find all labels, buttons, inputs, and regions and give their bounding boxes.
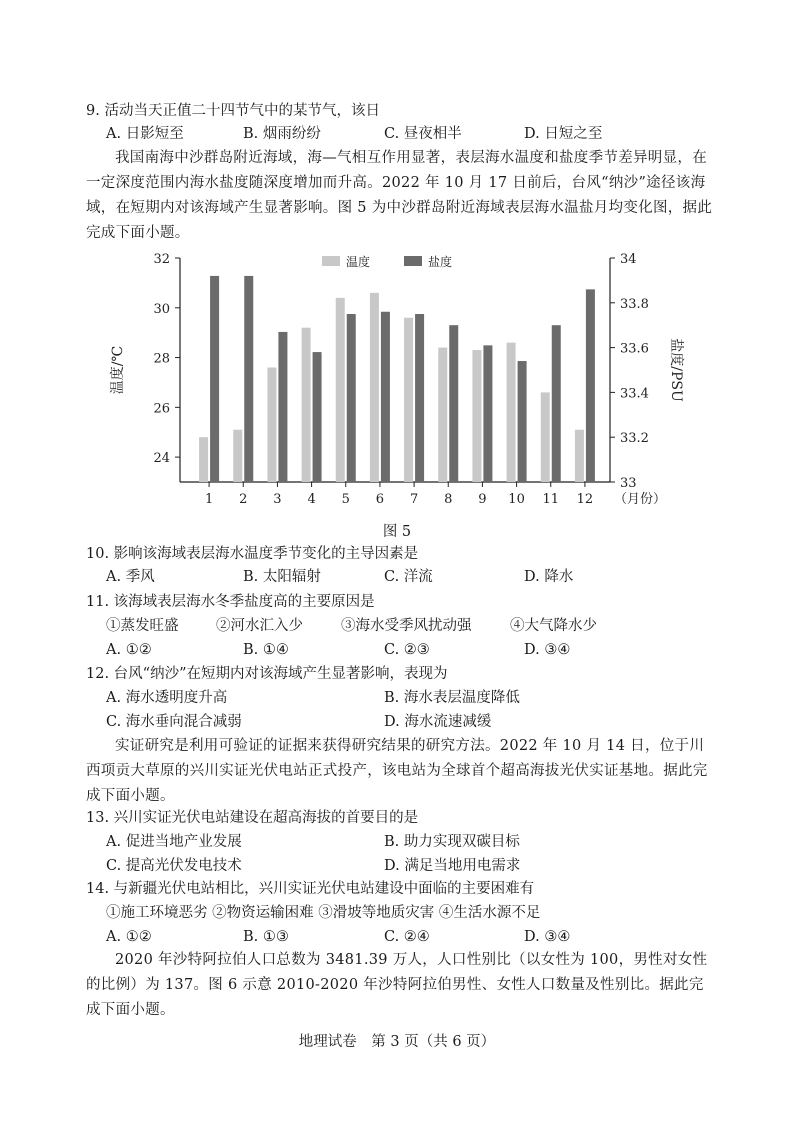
x-tick-label: 5: [341, 492, 350, 507]
x-tick-label: 7: [409, 492, 419, 507]
salinity-bar: [244, 276, 253, 482]
page-footer: 地理试卷 第 3 页（共 6 页）: [298, 1034, 496, 1050]
q9-option-d: D. 日短之至: [524, 126, 603, 142]
q13-option-a: A. 促进当地产业发展: [106, 834, 242, 850]
left-tick-label: 30: [153, 301, 170, 317]
q13-stem: 13. 兴川实证光伏电站建设在超高海拔的首要目的是: [86, 810, 419, 826]
salinity-bar: [347, 314, 356, 482]
legend-temperature-label: 温度: [346, 255, 371, 269]
x-tick-label: 10: [508, 492, 525, 507]
q11-option-c: C. ②③: [384, 642, 430, 658]
salinity-bar: [518, 361, 527, 482]
q14-option-b: B. ①③: [243, 929, 289, 945]
x-tick-label: 8: [444, 492, 453, 507]
passage-3: 2020 年沙特阿拉伯人口总数为 3481.39 万人，人口性别比（以女性为 100，男性对女性的比例）为 137。图 6 示意 2010-2020 年沙特阿拉伯男性、女性人口数量及性别比。据此完成下面小题。: [86, 952, 708, 1018]
temperature-bar: [472, 350, 481, 482]
q10-option-b: B. 太阳辐射: [243, 569, 321, 585]
temperature-bar: [370, 293, 379, 482]
salinity-bar: [449, 325, 458, 482]
q10-option-c: C. 洋流: [384, 569, 433, 585]
left-tick-label: 28: [153, 351, 170, 367]
salinity-bar: [552, 325, 561, 482]
salinity-bar: [483, 345, 492, 482]
left-y-axis-label: 温度/℃: [110, 345, 126, 395]
q14-stem: 14. 与新疆光伏电站相比，兴川实证光伏电站建设中面临的主要困难有: [86, 881, 535, 897]
right-tick-label: 33.2: [620, 431, 649, 447]
figure-5-chart: [100, 246, 700, 518]
salinity-bar: [415, 314, 424, 482]
q14-option-a: A. ①②: [106, 929, 152, 945]
q10-option-d: D. 降水: [524, 569, 574, 585]
q9-option-a: A. 日影短至: [106, 126, 184, 142]
x-tick-label: 4: [307, 492, 316, 507]
right-tick-label: 34: [620, 252, 637, 267]
passage-2: 实证研究是利用可验证的证据来获得研究结果的研究方法。2022 年 10 月 14 日，位于川西项贡大草原的兴川实证光伏电站正式投产，该电站为全球首个超高海拔光伏实证基地。据此完成下面小题。: [86, 738, 708, 804]
x-tick-label: 2: [239, 492, 248, 507]
x-tick-label: 11: [542, 492, 560, 507]
q10-option-a: A. 季风: [106, 569, 155, 585]
q9-stem: 9. 活动当天正值二十四节气中的某节气，该日: [86, 103, 380, 119]
q11-item-3: ③海水受季风扰动强: [341, 618, 472, 634]
salinity-bar: [210, 276, 219, 482]
q11-item-1: ①蒸发旺盛: [106, 618, 179, 634]
right-y-axis-label: 盐度/PSU: [668, 338, 684, 402]
q14-option-d: D. ③④: [524, 929, 571, 945]
x-tick-label: 12: [576, 492, 594, 507]
left-tick-label: 24: [153, 451, 170, 467]
x-tick-label: 9: [478, 492, 487, 507]
right-tick-label: 33: [620, 476, 637, 491]
q13-option-c: C. 提高光伏发电技术: [106, 858, 242, 874]
q12-option-a: A. 海水透明度升高: [106, 690, 228, 706]
q12-option-b: B. 海水表层温度降低: [384, 690, 520, 706]
x-tick-label: 1: [204, 492, 214, 507]
figure-5-caption: 图 5: [382, 524, 412, 540]
temperature-bar: [507, 343, 516, 482]
q9-option-c: C. 昼夜相半: [384, 126, 462, 142]
temperature-bar: [199, 437, 208, 482]
salinity-bar: [278, 332, 287, 482]
legend-salinity-swatch: [404, 256, 422, 266]
q11-item-2: ②河水汇入少: [216, 618, 303, 634]
q12-option-d: D. 海水流速减缓: [384, 714, 492, 730]
q11-option-d: D. ③④: [524, 642, 571, 658]
right-tick-label: 33.6: [620, 341, 649, 357]
passage-1: 我国南海中沙群岛附近海域，海—气相互作用显著，表层海水温度和盐度季节差异明显，在一定深度范围内海水盐度随深度增加而升高。2022 年 10 月 17 日前后，台风“纳沙”途径该海域，在短期内对该海域产生显著影响。图 5 为中沙群岛附近海域表层海水温盐月均变化图，据此完成下面小题。: [86, 150, 713, 241]
x-tick-label: 6: [375, 492, 385, 507]
salinity-bar: [381, 312, 390, 482]
temperature-bar: [302, 328, 311, 482]
q13-option-d: D. 满足当地用电需求: [384, 858, 521, 874]
q14-option-c: C. ②④: [384, 929, 430, 945]
q12-option-c: C. 海水垂向混合减弱: [106, 714, 242, 730]
left-tick-label: 32: [153, 252, 170, 267]
q14-items: ①施工环境恶劣 ②物资运输困难 ③滑坡等地质灾害 ④生活水源不足: [106, 905, 541, 921]
temperature-bar: [233, 430, 242, 482]
temperature-bar: [438, 348, 447, 482]
left-tick-label: 26: [153, 401, 170, 417]
right-tick-label: 33.4: [620, 386, 649, 402]
q9-option-b: B. 烟雨纷纷: [243, 126, 321, 142]
salinity-bar: [586, 289, 595, 482]
q11-stem: 11. 该海域表层海水冬季盐度高的主要原因是: [86, 594, 375, 610]
q12-stem: 12. 台风“纳沙”在短期内对该海域产生显著影响，表现为: [86, 666, 448, 682]
salinity-bar: [313, 352, 322, 482]
q11-option-b: B. ①④: [243, 642, 289, 658]
temperature-bar: [404, 318, 413, 482]
q13-option-b: B. 助力实现双碳目标: [384, 834, 520, 850]
x-axis-unit: （月份）: [614, 492, 667, 507]
x-tick-label: 3: [273, 492, 282, 507]
legend-temperature-swatch: [322, 256, 340, 266]
legend-salinity-label: 盐度: [428, 255, 453, 269]
q11-item-4: ④大气降水少: [510, 618, 597, 634]
q10-stem: 10. 影响该海域表层海水温度季节变化的主导因素是: [86, 546, 419, 562]
temperature-bar: [575, 430, 584, 482]
temperature-bar: [267, 368, 276, 482]
right-tick-label: 33.8: [620, 296, 649, 312]
temperature-bar: [541, 392, 550, 482]
q11-option-a: A. ①②: [106, 642, 152, 658]
temperature-bar: [336, 298, 345, 482]
